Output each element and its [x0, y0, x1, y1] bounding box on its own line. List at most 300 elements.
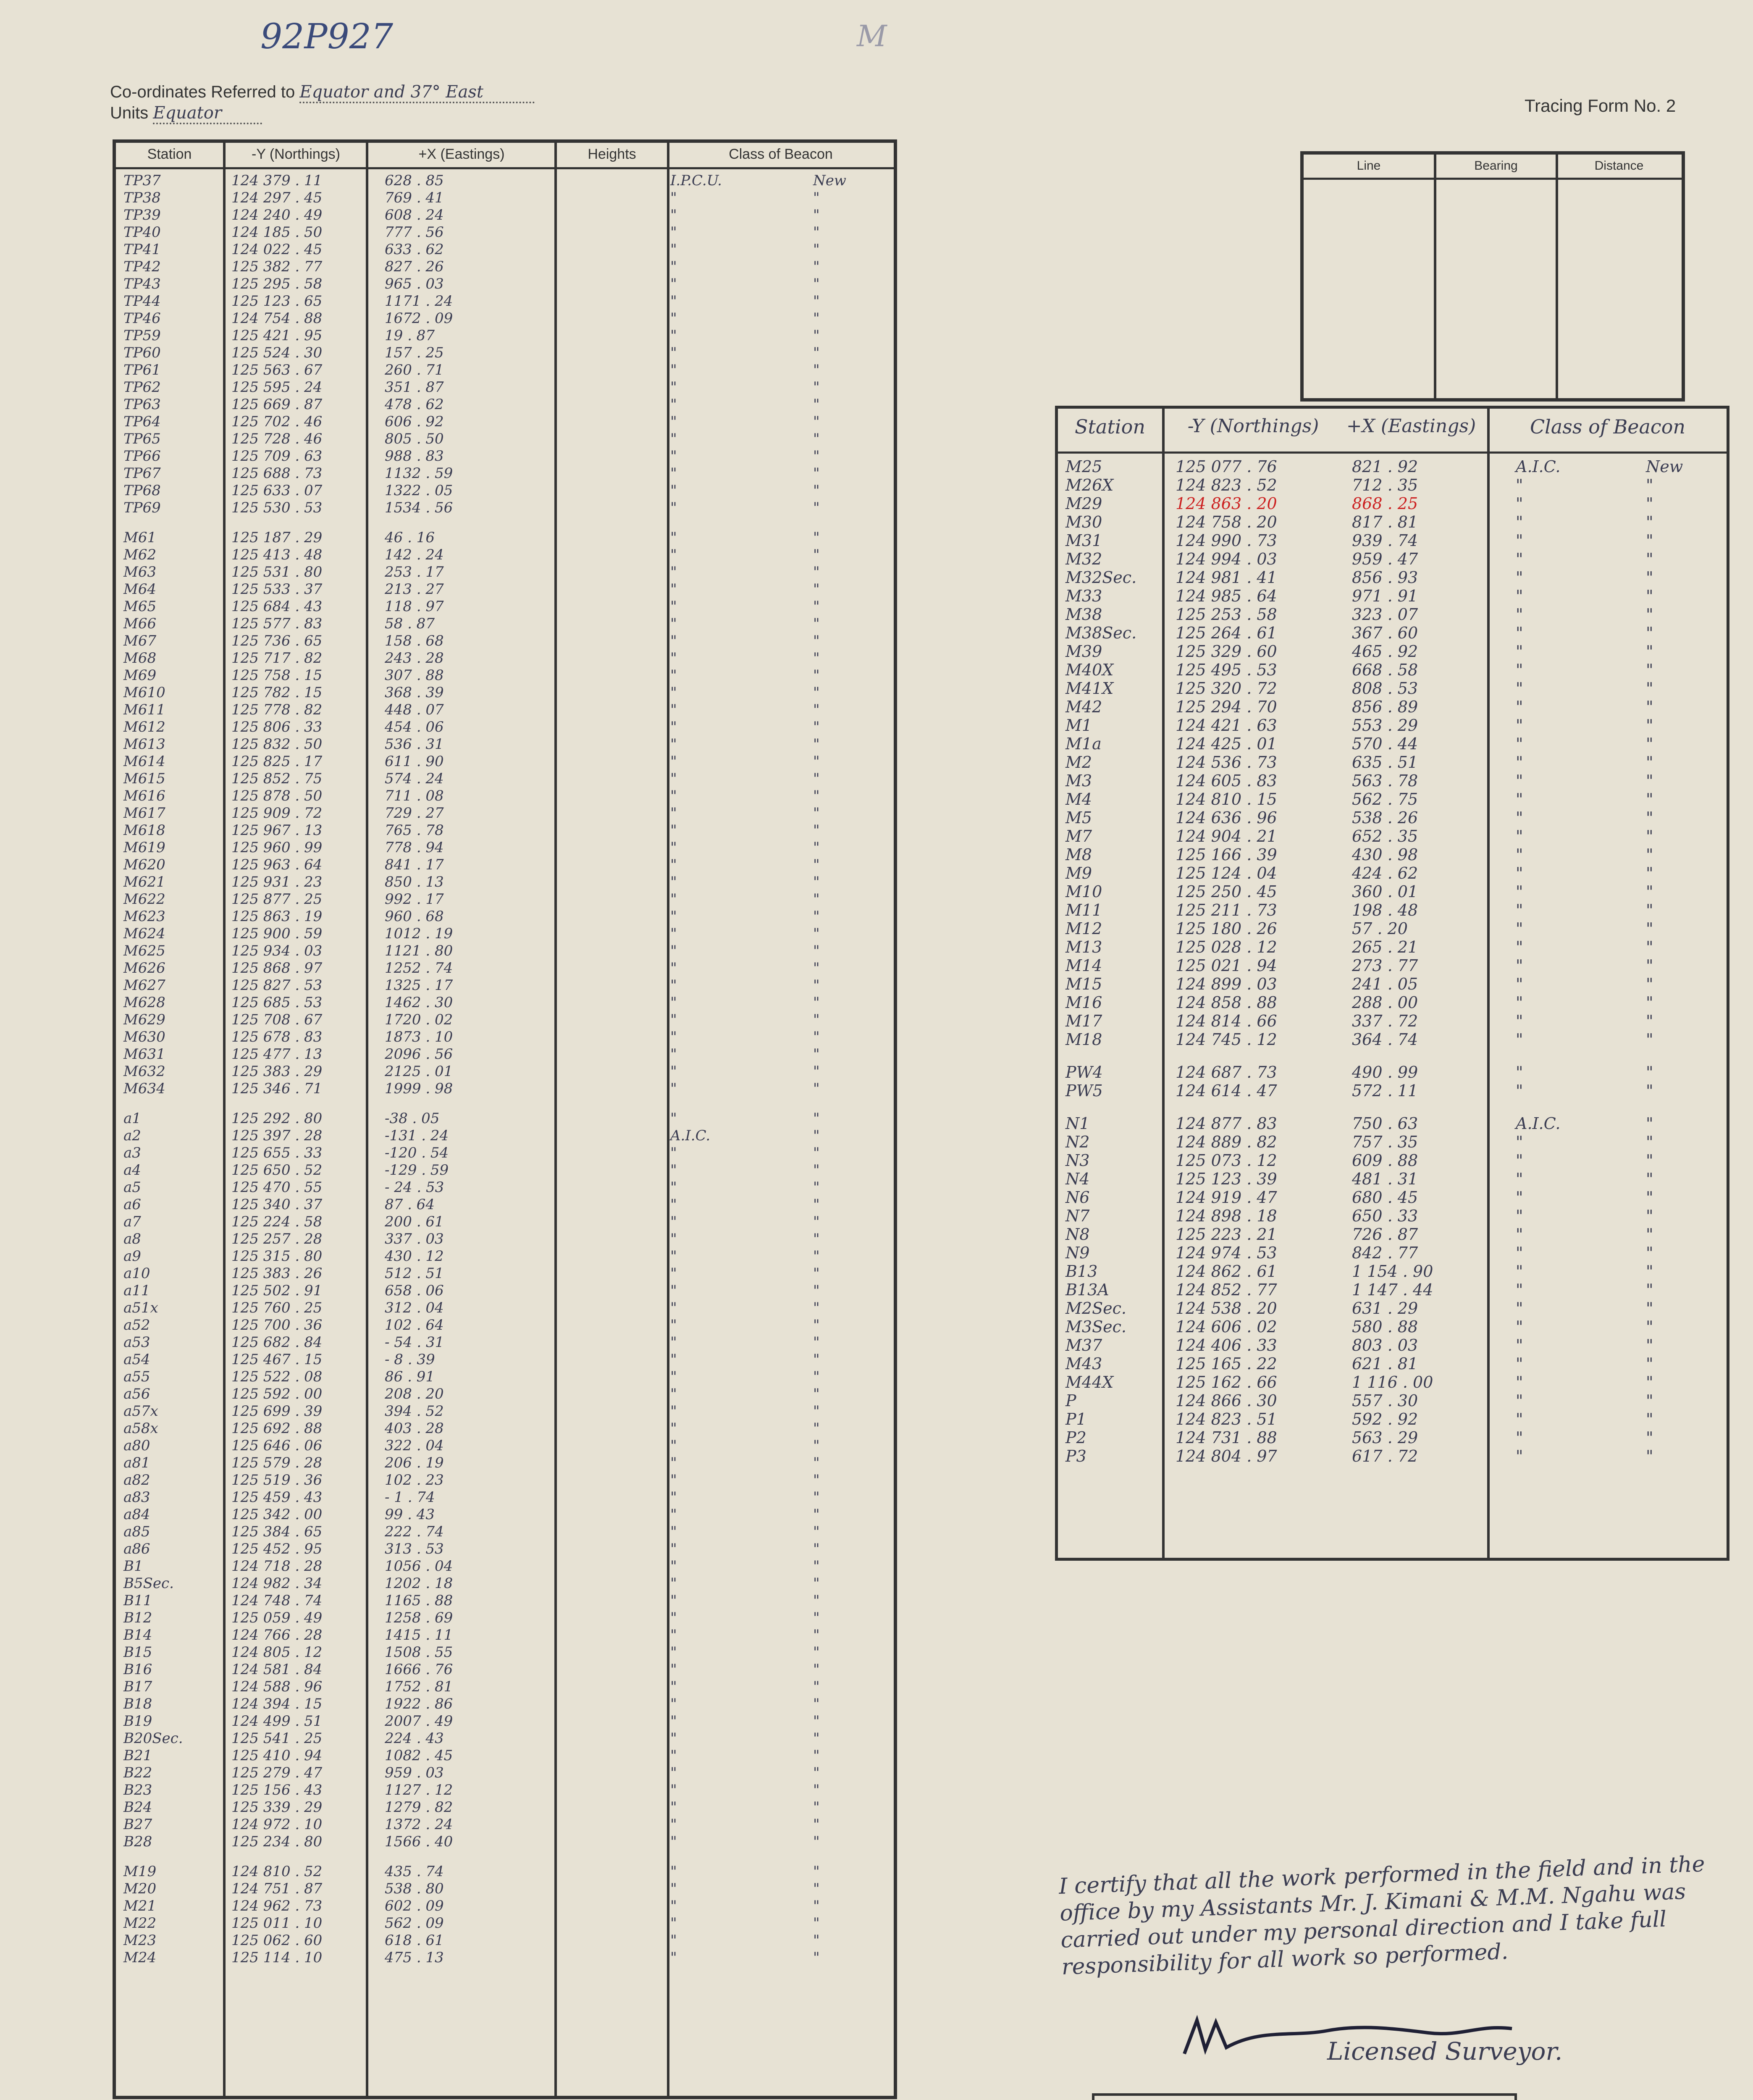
right-beacon-class: " — [1516, 975, 1523, 993]
left-beacon-class: " — [670, 977, 677, 994]
left-northing: 125 156 . 43 — [231, 1782, 323, 1798]
right-easting: 635 . 51 — [1352, 753, 1418, 772]
left-beacon-class: " — [670, 430, 677, 447]
right-row — [1058, 735, 1727, 753]
left-northing: 124 297 . 45 — [231, 189, 323, 206]
right-row — [1058, 531, 1727, 550]
left-easting: 1171 . 24 — [385, 293, 453, 310]
left-easting: 87 . 64 — [385, 1196, 435, 1213]
right-beacon-class: " — [1516, 1133, 1523, 1151]
right-station: N1 — [1065, 1114, 1090, 1133]
left-easting: -131 . 24 — [385, 1127, 449, 1144]
right-easting: 562 . 75 — [1352, 790, 1418, 808]
left-station: a80 — [123, 1437, 150, 1454]
left-easting: 711 . 08 — [385, 788, 444, 804]
right-beacon-class: " — [1516, 827, 1523, 845]
left-beacon-class: " — [670, 546, 677, 563]
right-row — [1058, 993, 1727, 1012]
left-beacon-status: " — [813, 499, 820, 516]
left-northing: 124 805 . 12 — [231, 1644, 323, 1661]
left-beacon-status: " — [813, 667, 820, 684]
left-northing: 125 669 . 87 — [231, 396, 323, 413]
left-row — [116, 1506, 894, 1523]
left-northing: 125 728 . 46 — [231, 430, 323, 447]
left-northing: 125 342 . 00 — [231, 1506, 323, 1523]
left-northing: 125 934 . 03 — [231, 942, 323, 959]
right-row — [1058, 642, 1727, 661]
right-beacon-status: " — [1646, 993, 1653, 1012]
left-row — [116, 908, 894, 925]
left-row — [116, 1248, 894, 1265]
left-row — [116, 1678, 894, 1696]
right-northing: 124 858 . 88 — [1176, 993, 1277, 1012]
left-row — [116, 1299, 894, 1317]
left-easting: 1121 . 80 — [385, 942, 453, 959]
left-beacon-status: " — [813, 1661, 820, 1678]
left-beacon-status: " — [813, 1317, 820, 1334]
right-easting: 241 . 05 — [1352, 975, 1418, 993]
left-beacon-class: " — [670, 1334, 677, 1351]
left-station: M624 — [123, 925, 165, 942]
right-station: M37 — [1065, 1336, 1102, 1354]
left-easting: 606 . 92 — [385, 413, 444, 430]
line-bearing-table — [1300, 151, 1685, 402]
right-northing: 124 862 . 61 — [1176, 1262, 1277, 1281]
left-row — [116, 546, 894, 564]
left-station: M65 — [123, 598, 157, 615]
right-northing: 125 211 . 73 — [1176, 901, 1277, 919]
left-beacon-class: " — [670, 1782, 677, 1798]
left-northing: 124 022 . 45 — [231, 241, 323, 258]
left-beacon-status: " — [813, 241, 820, 258]
left-station: M19 — [123, 1863, 157, 1880]
left-beacon-status: " — [813, 856, 820, 873]
left-row — [116, 1110, 894, 1127]
left-row — [116, 874, 894, 891]
left-row — [116, 581, 894, 598]
right-station: M39 — [1065, 642, 1102, 661]
left-northing: 125 292 . 80 — [231, 1110, 323, 1127]
right-beacon-status: " — [1646, 1373, 1653, 1391]
left-station: M627 — [123, 977, 165, 994]
left-beacon-status: " — [813, 189, 820, 206]
left-beacon-status: " — [813, 1558, 820, 1575]
left-beacon-status: " — [813, 1880, 820, 1897]
left-northing: 125 059 . 49 — [231, 1609, 323, 1626]
right-northing: 124 919 . 47 — [1176, 1188, 1277, 1207]
right-beacon-status: " — [1646, 1188, 1653, 1207]
right-station: B13 — [1065, 1262, 1098, 1281]
left-row — [116, 1317, 894, 1334]
right-northing: 125 073 . 12 — [1176, 1151, 1277, 1170]
left-easting: 850 . 13 — [385, 874, 444, 890]
right-row — [1058, 1151, 1727, 1170]
right-northing: 124 636 . 96 — [1176, 808, 1277, 827]
left-beacon-status: " — [813, 1816, 820, 1833]
left-station: a56 — [123, 1386, 150, 1402]
left-beacon-status: " — [813, 650, 820, 667]
right-station: M2Sec. — [1065, 1299, 1126, 1318]
right-beacon-class: " — [1516, 772, 1523, 790]
left-beacon-status: " — [813, 448, 820, 465]
right-header-rule — [1058, 452, 1727, 454]
left-easting: 1252 . 74 — [385, 960, 453, 976]
right-easting: 808 . 53 — [1352, 679, 1418, 698]
right-easting: 465 . 92 — [1352, 642, 1418, 661]
left-station: M612 — [123, 719, 165, 735]
left-station: B16 — [123, 1661, 152, 1678]
right-northing: 124 745 . 12 — [1176, 1030, 1277, 1049]
right-station: M11 — [1065, 901, 1102, 919]
left-beacon-status: " — [813, 344, 820, 361]
right-beacon-status: " — [1646, 1114, 1653, 1133]
right-northing: 124 823 . 52 — [1176, 476, 1277, 494]
left-northing: 125 410 . 94 — [231, 1747, 323, 1764]
left-easting: 1012 . 19 — [385, 925, 453, 942]
left-station: TP44 — [123, 293, 161, 310]
left-beacon-class: " — [670, 396, 677, 413]
left-easting: 118 . 97 — [385, 598, 444, 615]
left-beacon-class: " — [670, 633, 677, 649]
left-northing: 124 962 . 73 — [231, 1898, 323, 1914]
right-beacon-class: " — [1516, 550, 1523, 568]
right-beacon-status: " — [1646, 1354, 1653, 1373]
left-beacon-class: " — [670, 1609, 677, 1626]
left-station: M613 — [123, 736, 165, 753]
left-beacon-status: " — [813, 1523, 820, 1540]
coords-label: Co-ordinates Referred to — [110, 83, 295, 101]
right-station: B13A — [1065, 1281, 1109, 1299]
left-easting: 224 . 43 — [385, 1730, 444, 1747]
left-northing: 125 346 . 71 — [231, 1080, 323, 1097]
left-northing: 125 452 . 95 — [231, 1541, 323, 1557]
right-station: M44X — [1065, 1373, 1114, 1391]
left-beacon-class: " — [670, 413, 677, 430]
left-station: a6 — [123, 1196, 141, 1213]
right-easting: 288 . 00 — [1352, 993, 1418, 1012]
left-beacon-class: " — [670, 529, 677, 546]
left-northing: 125 877 . 25 — [231, 891, 323, 908]
right-easting: 726 . 87 — [1352, 1225, 1418, 1244]
left-northing: 124 588 . 96 — [231, 1678, 323, 1695]
right-beacon-status: " — [1646, 956, 1653, 975]
left-easting: - 8 . 39 — [385, 1351, 435, 1368]
left-easting: 260 . 71 — [385, 362, 444, 378]
left-beacon-status: " — [813, 1029, 820, 1045]
left-beacon-class: " — [670, 564, 677, 580]
left-beacon-status: " — [813, 1213, 820, 1230]
left-beacon-status: " — [813, 1833, 820, 1850]
right-beacon-class: " — [1516, 1410, 1523, 1428]
left-beacon-class: " — [670, 1764, 677, 1781]
left-beacon-class: " — [670, 1437, 677, 1454]
left-easting: 611 . 90 — [385, 753, 444, 770]
right-station: M43 — [1065, 1354, 1102, 1373]
left-beacon-status: " — [813, 1351, 820, 1368]
left-beacon-class: " — [670, 925, 677, 942]
left-easting: 2096 . 56 — [385, 1046, 453, 1063]
left-northing: 125 522 . 08 — [231, 1368, 323, 1385]
left-row — [116, 1558, 894, 1575]
right-easting: 273 . 77 — [1352, 956, 1418, 975]
right-beacon-status: " — [1646, 661, 1653, 679]
left-beacon-status: " — [813, 1437, 820, 1454]
left-row — [116, 633, 894, 650]
left-easting: 805 . 50 — [385, 430, 444, 447]
licensed-surveyor-label: Licensed Surveyor. — [1327, 2037, 1563, 2066]
left-easting: 2125 . 01 — [385, 1063, 453, 1080]
left-row — [116, 1437, 894, 1454]
left-station: M617 — [123, 805, 165, 822]
right-beacon-status: " — [1646, 513, 1653, 531]
right-northing: 124 889 . 82 — [1176, 1133, 1277, 1151]
left-row — [116, 293, 894, 310]
left-beacon-status: " — [813, 413, 820, 430]
left-beacon-class: " — [670, 1932, 677, 1949]
right-easting: 1 147 . 44 — [1352, 1281, 1433, 1299]
right-easting: 337 . 72 — [1352, 1012, 1418, 1030]
left-beacon-status: " — [813, 1196, 820, 1213]
left-row — [116, 1334, 894, 1351]
left-northing: 125 717 . 82 — [231, 650, 323, 667]
left-beacon-status: " — [813, 1386, 820, 1402]
left-row — [116, 1080, 894, 1097]
right-station: N7 — [1065, 1207, 1090, 1225]
left-beacon-class: " — [670, 207, 677, 223]
left-row — [116, 839, 894, 856]
right-beacon-class: " — [1516, 1188, 1523, 1207]
left-row — [116, 564, 894, 581]
right-northing: 124 994 . 03 — [1176, 550, 1277, 568]
left-northing: 125 702 . 46 — [231, 413, 323, 430]
left-beacon-class: " — [670, 736, 677, 753]
left-northing: 125 633 . 07 — [231, 482, 323, 499]
right-beacon-status: New — [1646, 457, 1683, 476]
right-beacon-class: " — [1516, 1281, 1523, 1299]
left-easting: - 24 . 53 — [385, 1179, 444, 1196]
left-northing: 125 760 . 25 — [231, 1299, 323, 1316]
right-station: M8 — [1065, 845, 1092, 864]
left-row — [116, 1592, 894, 1609]
left-northing: 125 682 . 84 — [231, 1334, 323, 1351]
left-easting: 86 . 91 — [385, 1368, 435, 1385]
left-row — [116, 189, 894, 207]
left-station: a86 — [123, 1541, 150, 1557]
right-row — [1058, 1281, 1727, 1299]
left-beacon-class: " — [670, 1454, 677, 1471]
left-beacon-class: " — [670, 293, 677, 310]
right-beacon-status: " — [1646, 808, 1653, 827]
right-northing: 124 804 . 97 — [1176, 1447, 1277, 1465]
left-station: TP39 — [123, 207, 161, 223]
left-easting: 777 . 56 — [385, 224, 444, 241]
left-beacon-class: " — [670, 1265, 677, 1282]
right-station: M42 — [1065, 698, 1102, 716]
left-easting: 1082 . 45 — [385, 1747, 453, 1764]
left-beacon-class: " — [670, 788, 677, 804]
left-row — [116, 925, 894, 942]
left-easting: 312 . 04 — [385, 1299, 444, 1316]
right-beacon-status: " — [1646, 1299, 1653, 1318]
right-station: PW4 — [1065, 1063, 1103, 1082]
left-station: M610 — [123, 684, 165, 701]
left-row — [116, 701, 894, 719]
right-station: M14 — [1065, 956, 1102, 975]
left-station: M611 — [123, 701, 165, 718]
units-header — [110, 103, 262, 124]
left-easting: 200 . 61 — [385, 1213, 444, 1230]
right-beacon-class: " — [1516, 845, 1523, 864]
left-row — [116, 172, 894, 189]
left-row — [116, 344, 894, 362]
right-row — [1058, 827, 1727, 845]
left-beacon-class: " — [670, 856, 677, 873]
left-station: B23 — [123, 1782, 152, 1798]
right-northing: 124 406 . 33 — [1176, 1336, 1277, 1354]
left-easting: 158 . 68 — [385, 633, 444, 649]
right-easting: 621 . 81 — [1352, 1354, 1418, 1373]
left-row — [116, 1764, 894, 1782]
right-beacon-status: " — [1646, 605, 1653, 624]
left-beacon-class: " — [670, 1627, 677, 1643]
right-northing: 125 250 . 45 — [1176, 882, 1277, 901]
left-beacon-class: " — [670, 1799, 677, 1816]
right-beacon-status: " — [1646, 919, 1653, 938]
right-row — [1058, 624, 1727, 642]
left-row — [116, 1833, 894, 1851]
left-beacon-status: " — [813, 598, 820, 615]
left-beacon-class: " — [670, 770, 677, 787]
left-beacon-class: " — [670, 1196, 677, 1213]
right-beacon-status: " — [1646, 1082, 1653, 1100]
left-easting: 394 . 52 — [385, 1403, 444, 1420]
left-easting: 1534 . 56 — [385, 499, 453, 516]
left-beacon-class: " — [670, 874, 677, 890]
left-col-heights: Heights — [588, 146, 636, 162]
right-northing: 124 823 . 51 — [1176, 1410, 1277, 1428]
left-row — [116, 615, 894, 633]
left-easting: -120 . 54 — [385, 1144, 449, 1161]
left-beacon-class: " — [670, 1506, 677, 1523]
left-beacon-status: " — [813, 977, 820, 994]
right-easting: 592 . 92 — [1352, 1410, 1418, 1428]
left-station: a11 — [123, 1282, 150, 1299]
left-station: M24 — [123, 1949, 157, 1966]
left-row — [116, 1696, 894, 1713]
left-beacon-class: " — [670, 1575, 677, 1592]
left-row — [116, 448, 894, 465]
left-station: M630 — [123, 1029, 165, 1045]
left-easting: 992 . 17 — [385, 891, 444, 908]
right-easting: 1 116 . 00 — [1352, 1373, 1433, 1391]
left-easting: 322 . 04 — [385, 1437, 444, 1454]
right-row — [1058, 864, 1727, 882]
right-easting: 971 . 91 — [1352, 587, 1418, 605]
right-easting: 856 . 89 — [1352, 698, 1418, 716]
right-easting: 557 . 30 — [1352, 1391, 1418, 1410]
right-station: M13 — [1065, 938, 1102, 956]
left-beacon-status: " — [813, 1299, 820, 1316]
right-row — [1058, 1170, 1727, 1188]
right-beacon-status: " — [1646, 1207, 1653, 1225]
left-station: M64 — [123, 581, 157, 598]
left-beacon-status: " — [813, 1747, 820, 1764]
right-northing: 124 981 . 41 — [1176, 568, 1277, 587]
left-station: a54 — [123, 1351, 150, 1368]
right-beacon-status: " — [1646, 1012, 1653, 1030]
left-station: B11 — [123, 1592, 152, 1609]
right-northing: 125 253 . 58 — [1176, 605, 1277, 624]
left-northing: 125 577 . 83 — [231, 615, 323, 632]
left-beacon-status: " — [813, 1696, 820, 1712]
right-col-northings: -Y (Northings) — [1187, 415, 1319, 437]
right-station: P — [1065, 1391, 1076, 1410]
form-title: Tracing Form No. 2 — [1525, 96, 1676, 116]
right-station: M16 — [1065, 993, 1102, 1012]
left-beacon-class: " — [670, 1678, 677, 1695]
left-beacon-status: " — [813, 1678, 820, 1695]
left-beacon-status: " — [813, 1282, 820, 1299]
left-row — [116, 1661, 894, 1678]
left-beacon-status: " — [813, 1592, 820, 1609]
left-beacon-status: " — [813, 1011, 820, 1028]
right-easting: 939 . 74 — [1352, 531, 1418, 550]
left-beacon-class: " — [670, 448, 677, 465]
left-northing: 125 931 . 23 — [231, 874, 323, 890]
right-row — [1058, 919, 1727, 938]
right-easting: 868 . 25 — [1352, 494, 1418, 513]
right-northing: 124 814 . 66 — [1176, 1012, 1277, 1030]
left-station: M622 — [123, 891, 165, 908]
left-station: B5Sec. — [123, 1575, 174, 1592]
left-northing: 125 758 . 15 — [231, 667, 323, 684]
left-row — [116, 942, 894, 960]
coords-value: Equator and 37° East — [299, 82, 535, 103]
left-easting: 243 . 28 — [385, 650, 444, 667]
right-station: M31 — [1065, 531, 1102, 550]
left-row — [116, 1863, 894, 1880]
left-northing: 124 982 . 34 — [231, 1575, 323, 1592]
right-beacon-status: " — [1646, 1336, 1653, 1354]
left-northing: 125 123 . 65 — [231, 293, 323, 310]
right-station: M40X — [1065, 661, 1114, 679]
left-row — [116, 650, 894, 667]
right-beacon-class: " — [1516, 661, 1523, 679]
left-station: B15 — [123, 1644, 152, 1661]
left-northing: 124 394 . 15 — [231, 1696, 323, 1712]
right-station: PW5 — [1065, 1082, 1103, 1100]
right-easting: 367 . 60 — [1352, 624, 1418, 642]
left-beacon-status: " — [813, 822, 820, 839]
left-northing: 125 827 . 53 — [231, 977, 323, 994]
right-beacon-status: " — [1646, 679, 1653, 698]
right-row — [1058, 568, 1727, 587]
right-beacon-status: " — [1646, 735, 1653, 753]
right-easting: 198 . 48 — [1352, 901, 1418, 919]
left-northing: 125 699 . 39 — [231, 1403, 323, 1420]
left-row — [116, 430, 894, 448]
left-station: TP64 — [123, 413, 161, 430]
left-beacon-status: " — [813, 465, 820, 482]
left-station: M625 — [123, 942, 165, 959]
right-beacon-status: " — [1646, 845, 1653, 864]
units-label: Units — [110, 104, 149, 122]
left-northing: 125 709 . 63 — [231, 448, 323, 465]
right-row — [1058, 661, 1727, 679]
left-northing: 125 963 . 64 — [231, 856, 323, 873]
left-easting: 1508 . 55 — [385, 1644, 453, 1661]
left-beacon-status: " — [813, 1863, 820, 1880]
